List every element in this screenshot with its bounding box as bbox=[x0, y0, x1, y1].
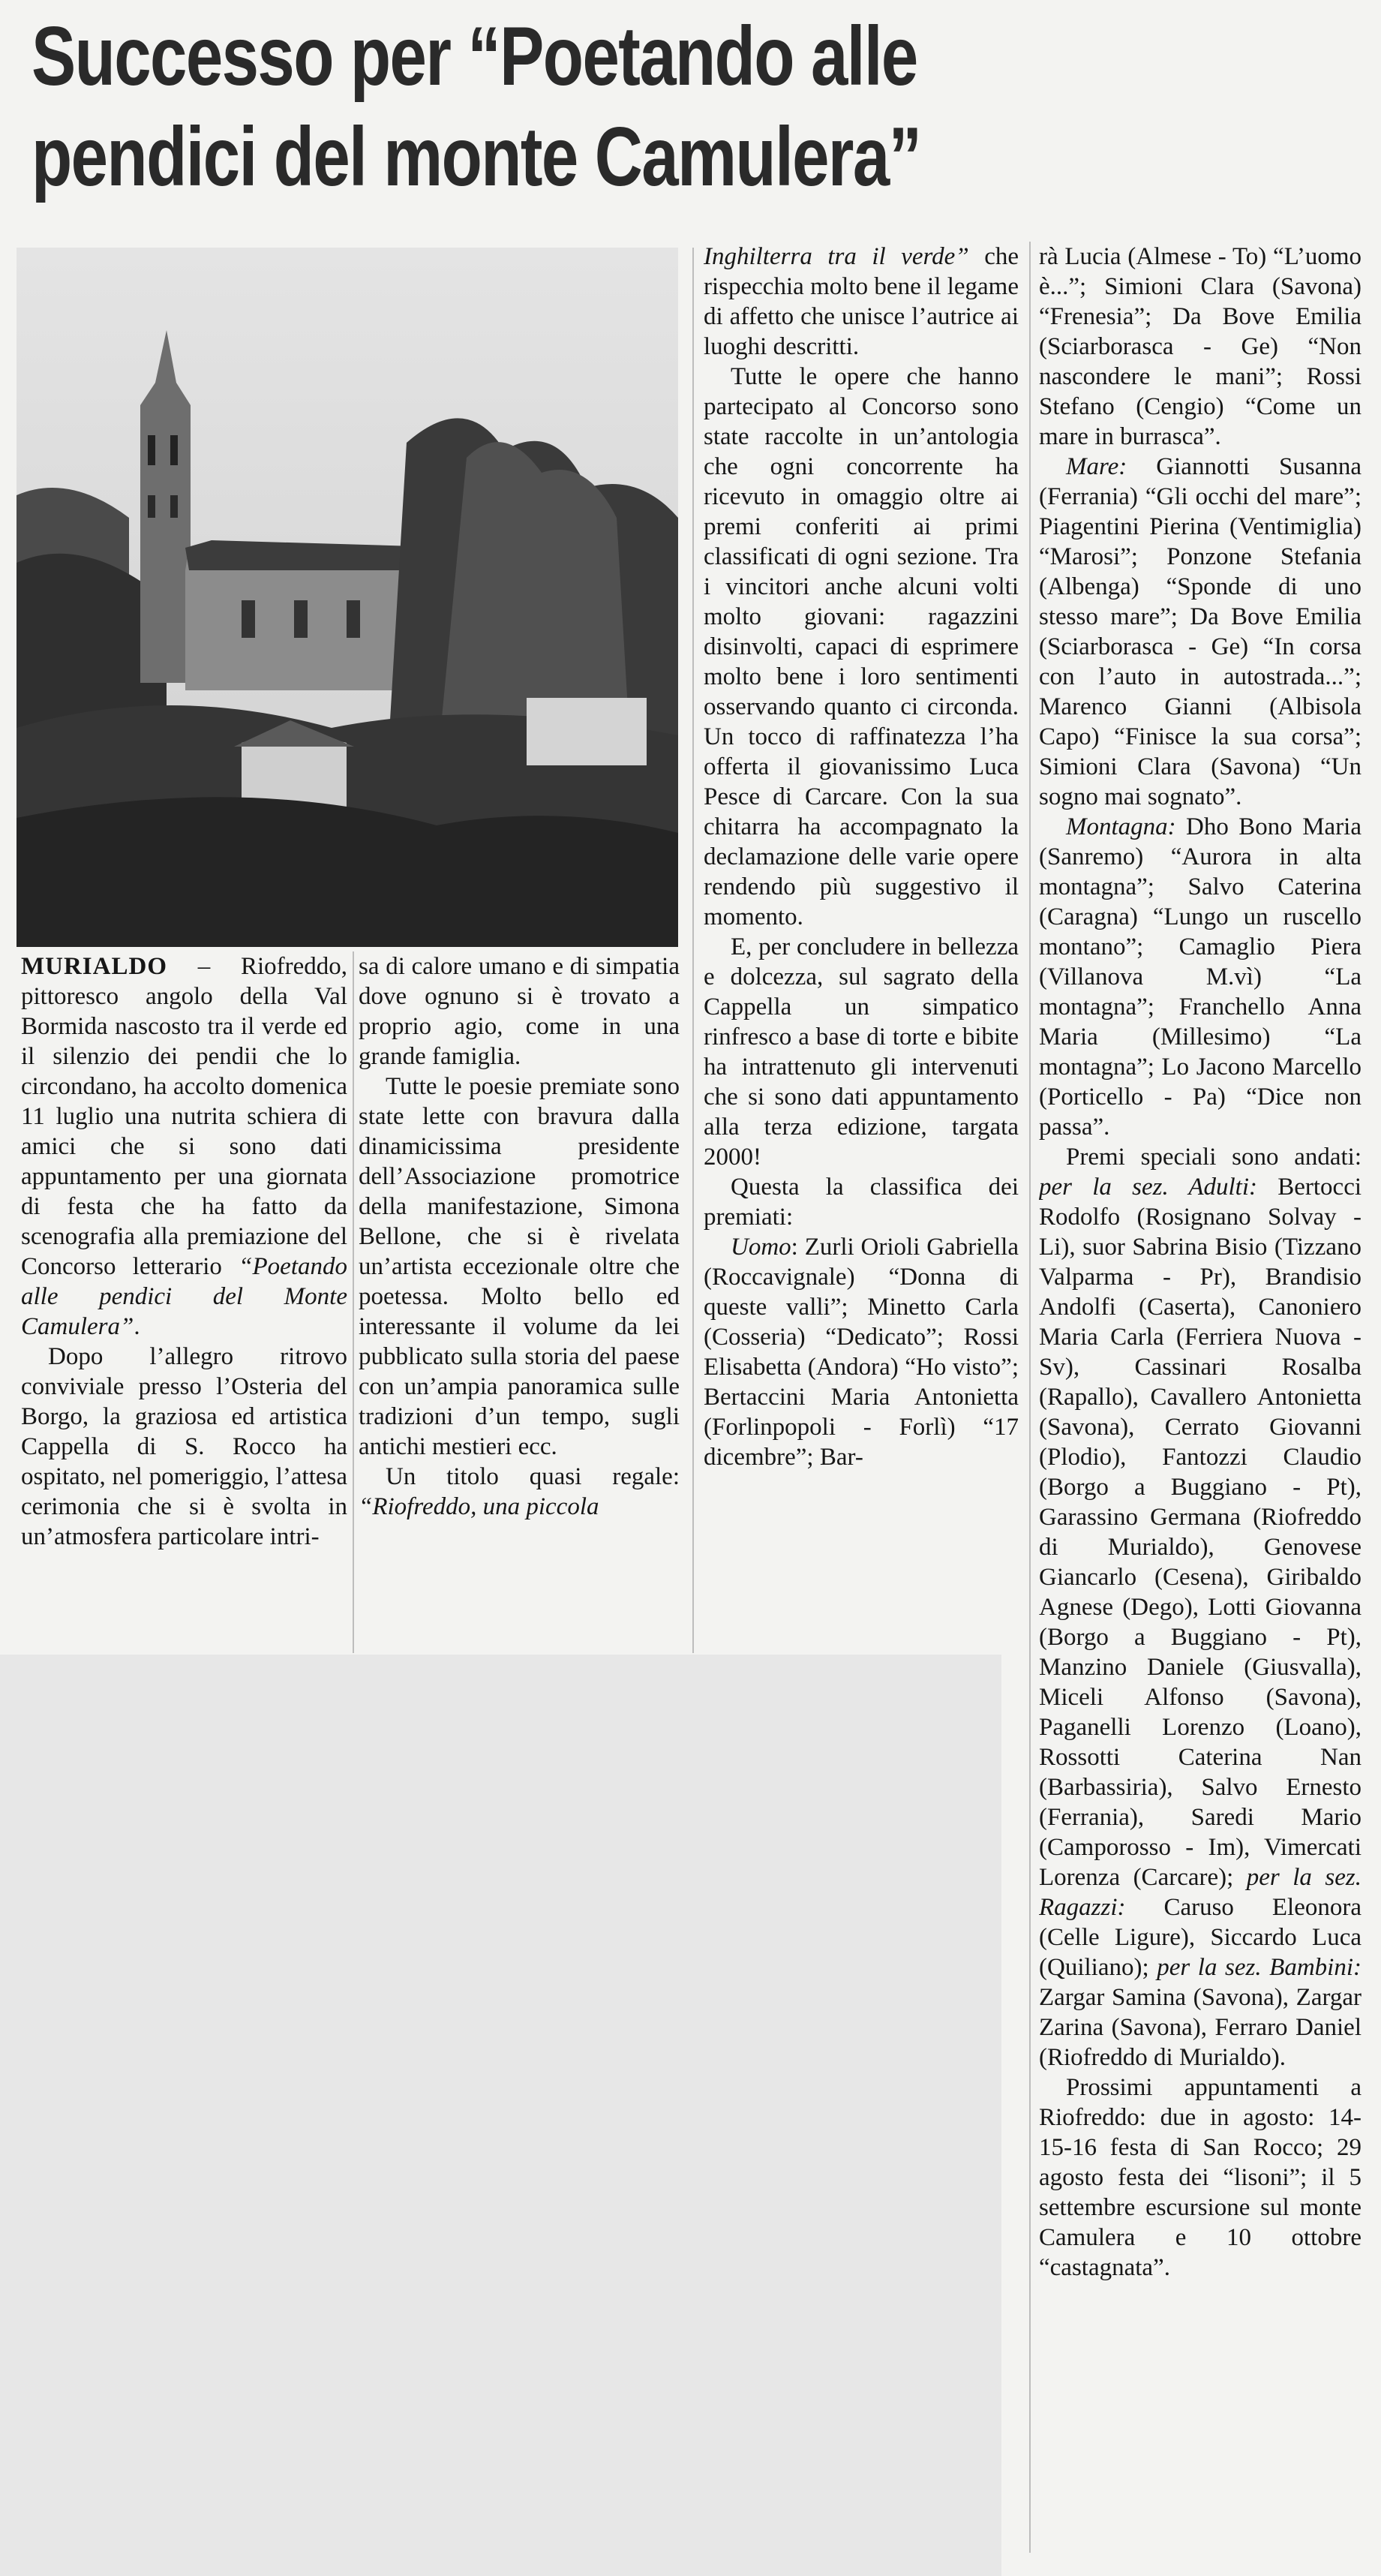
section-label-uomo: Uomo bbox=[731, 1234, 791, 1261]
church-bell-tower-illustration bbox=[17, 248, 678, 947]
winners-mare: Giannotti Susanna (Ferrania) “Gli occhi del mare”; Piagentini Pierina (Ventimiglia) “Marosi”; Ponzone Stefania (Albenga) “Sponde di uno stesso mare”; Da Bove Emilia (Sciarborasca - Ge) “In corsa con l’auto in autostrada...”; Marenco Gianni (Albisola Capo) “Finisce la sua corsa”; Simioni Clara (Savona) “Un sogno mai sognato”. bbox=[1039, 453, 1361, 810]
section-label-adulti: per la sez. Adulti: bbox=[1039, 1174, 1257, 1201]
headline bbox=[32, 6, 1100, 207]
column-rule-1 bbox=[353, 951, 354, 1653]
special-prizes-bambini: Zargar Samina (Savona), Zargar Zarina (Savona), Ferraro Daniel (Riofreddo di Murialdo). bbox=[1039, 1984, 1361, 2071]
section-label-ragazzi: per la sez. Ragazzi: bbox=[1039, 1864, 1361, 1921]
winners-montagna: Dho Bono Maria (Sanremo) “Aurora in alta montagna”; Salvo Caterina (Caragna) “Lungo un ruscello montano”; Camaglio Piera (Villanova M.vì) “La montagna”; Franchello Anna Maria (Millesimo) “La montagna”; Lo Jacono Marcello (Porticello - Pa) “Dice non passa”. bbox=[1039, 813, 1361, 1141]
upcoming-events: Prossimi appuntamenti a Riofreddo: due in agosto: 14-15-16 festa di San Rocco; 29 agosto festa dei “lisoni”; il 5 settembre escursione sul monte Camulera e 10 ottobre “castagnata”. bbox=[1039, 2074, 1361, 2281]
paragraph-6: E, per concludere in bellezza e dolcezza, sul sagrato della Cappella un simpatico rinfresco a base di torte e bibite ha intrattenuto gli intervenuti che si sono dati appuntamento alla terza edizione, targata 2000! bbox=[704, 933, 1019, 1171]
headline-line-1: Successo per “Poetando alle bbox=[32, 10, 917, 103]
church-photo bbox=[17, 248, 678, 947]
paragraph-2: Dopo l’allegro ritrovo conviviale presso l’Osteria del Borgo, la graziosa ed artistica Cappella di S. Rocco ha ospitato, nel pomeriggio, l’attesa cerimonia che si è svolta in un’atmosfera particolare intri- bbox=[21, 1343, 347, 1550]
book-title-start: “Riofreddo, una piccola bbox=[359, 1493, 599, 1520]
dateline: MURIALDO bbox=[21, 953, 167, 980]
article-column-1 bbox=[21, 951, 347, 1653]
winners-uomo: : Zurli Orioli Gabriella (Roccavignale) “Donna di queste valli”; Minetto Carla (Cosseria) “Dedicato”; Rossi Elisabetta (Andora) “Ho visto”; Bertaccini Maria Antonietta (Forlinpopoli - Forlì) “17 dicembre”; Bar- bbox=[704, 1234, 1019, 1471]
article-column-3 bbox=[704, 242, 1019, 1654]
paragraph-2-continued: sa di calore umano e di simpatia dove ognuno si è trovato a proprio agio, come in una grande famiglia. bbox=[359, 953, 680, 1070]
section-label-montagna: Montagna: bbox=[1066, 813, 1176, 840]
paragraph-1-end: . bbox=[134, 1313, 140, 1340]
paragraph-5: Tutte le opere che hanno partecipato al Concorso sono state raccolte in un’antologia che ogni concorrente ha ricevuto in omaggio oltre ai premi conferiti ai primi classificati di ogni sezione. Tra i vincitori anche alcuni volti molto giovani: ragazzini disinvolti, capaci di esprimere molto bene i loro sentimenti osservando quanto ci circonda. Un tocco di raffinatezza l’ha offerta il giovanissimo Luca Pesce di Carcare. Con la sua chitarra ha accompagnato la declamazione delle varie opere rendendo più suggestivo il momento. bbox=[704, 363, 1019, 930]
paragraph-7: Questa la classifica dei premiati: bbox=[704, 1174, 1019, 1231]
article-column-2 bbox=[359, 951, 680, 1653]
special-prizes-adulti: Bertocci Rodolfo (Rosignano Solvay - Li), suor Sabrina Bisio (Tizzano Valparma - Pr), Brandisio Andolfi (Caserta), Canoniero Maria Carla (Ferriera Nuova - Sv), Cassinari Rosalba (Rapallo), Cavallero Antonietta (Savona), Cerrato Giovanni (Plodio), Fantozzi Claudio (Borgo a Buggiano - Pt), Garassino Germana (Riofreddo di Murialdo), Genovese Giancarlo (Cesena), Giribaldo Agnese (Dego), Lotti Giovanna (Borgo a Buggiano - Pt), Manzino Daniele (Giusvalla), Miceli Alfonso (Savona), Paganelli Lorenzo (Loano), Rossotti Caterina Nan (Barbassiria), Salvo Ernesto (Ferrania), Saredi Mario (Camporosso - Im), Vimercati Lorenza (Carcare); bbox=[1039, 1174, 1361, 1891]
section-label-mare: Mare: bbox=[1066, 453, 1127, 480]
paragraph-3: Tutte le poesie premiate sono state lette con bravura dalla dinamicissima presidente dell’Associazione promotrice della manifestazione, Simona Bellone, che si è rivelata un’artista eccezionale oltre che poetessa. Molto bello ed interessante il volume da lei pubblicato sulla storia del paese con un’ampia panoramica sulle tradizioni d’un tempo, sugli antichi mestieri ecc. bbox=[359, 1073, 680, 1460]
paragraph-4-continued: che rispecchia molto bene il legame di affetto che unisce l’autrice ai luoghi descritti. bbox=[704, 243, 1019, 360]
paragraph-4: Un titolo quasi regale: bbox=[386, 1463, 680, 1490]
section-label-bambini: per la sez. Bambini: bbox=[1157, 1954, 1361, 1981]
column-rule-3 bbox=[1029, 242, 1031, 2553]
empty-background-area bbox=[0, 1655, 1001, 2576]
winners-uomo-continued: rà Lucia (Almese - To) “L’uomo è...”; Simioni Clara (Savona) “Frenesia”; Da Bove Emilia (Sciarborasca - Ge) “Non nascondere le mani”; Rossi Stefano (Cengio) “Come un mare in burrasca”. bbox=[1039, 243, 1361, 450]
special-prizes-ragazzi: Caruso Eleonora (Celle Ligure), Siccardo Luca (Quiliano); bbox=[1039, 1894, 1361, 1981]
contest-title: “Poetando alle pendici del Monte Camulera” bbox=[21, 1253, 347, 1340]
paragraph-1: – Riofreddo, pittoresco angolo della Val Bormida nascosto tra il verde ed il silenzio dei pendii che lo circondano, ha accolto domenica 11 luglio una nutrita schiera di amici che si sono dati appuntamento per una giornata di festa che ha fatto da scenografia alla premiazione del Concorso letterario bbox=[21, 953, 347, 1280]
book-title-end: Inghilterra tra il verde” bbox=[704, 243, 969, 270]
article-column-4 bbox=[1039, 242, 1361, 2553]
column-rule-2 bbox=[692, 248, 694, 1653]
headline-line-2: pendici del monte Camulera” bbox=[32, 110, 921, 203]
special-prizes-intro: Premi speciali sono andati: bbox=[1066, 1144, 1361, 1171]
